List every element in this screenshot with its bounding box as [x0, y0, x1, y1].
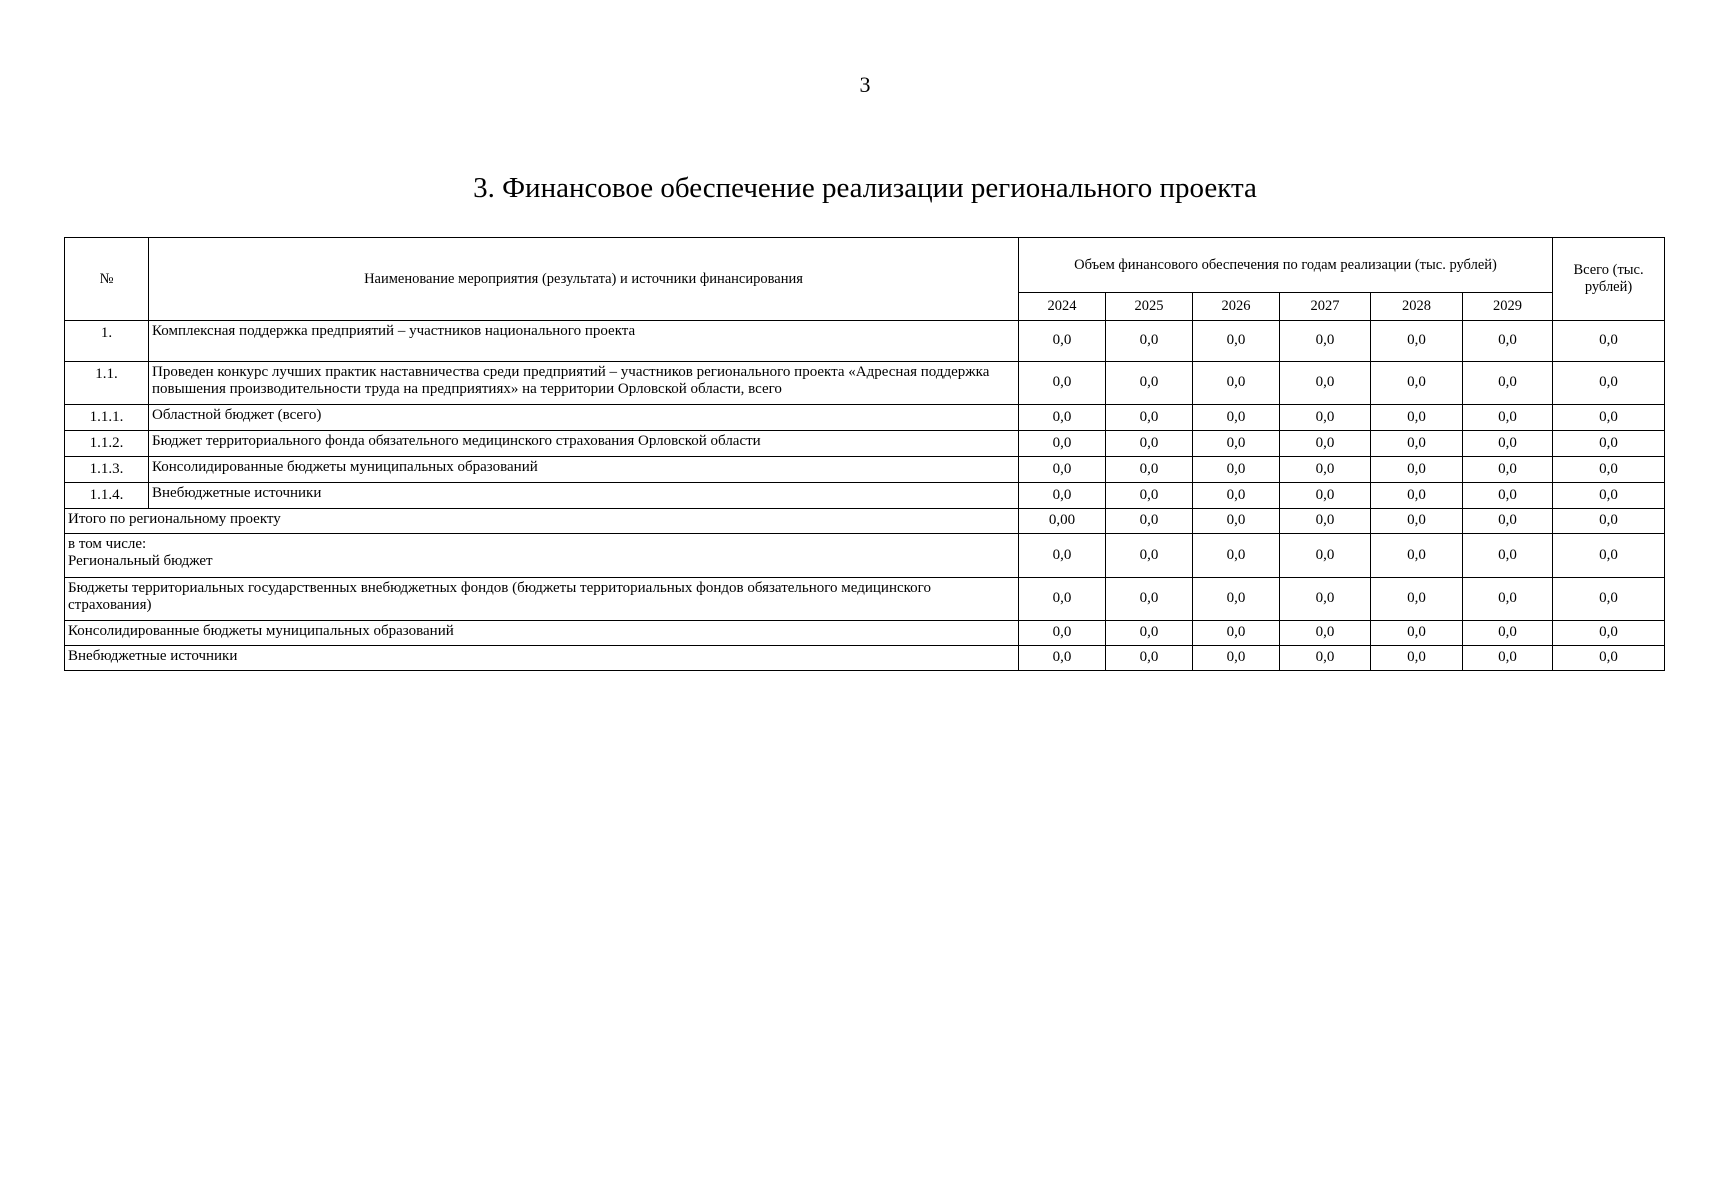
value-cell: 0,0	[1106, 578, 1193, 621]
row-name: Областной бюджет (всего)	[149, 405, 1019, 431]
value-cell: 0,0	[1106, 405, 1193, 431]
value-cell: 0,0	[1371, 483, 1463, 509]
total-cell: 0,0	[1553, 621, 1665, 646]
total-cell: 0,0	[1553, 578, 1665, 621]
value-cell: 0,0	[1371, 431, 1463, 457]
summary-name: Консолидированные бюджеты муниципальных образований	[65, 621, 1019, 646]
page-number: 3	[859, 72, 871, 97]
row-name: Комплексная поддержка предприятий – участников национального проекта	[149, 321, 1019, 362]
row-number: 1.	[65, 321, 149, 362]
value-cell: 0,0	[1371, 621, 1463, 646]
value-cell: 0,0	[1019, 362, 1106, 405]
value-cell: 0,0	[1193, 483, 1280, 509]
row-number: 1.1.3.	[65, 457, 149, 483]
table-row	[65, 362, 1665, 405]
header-year: 2025	[1106, 293, 1193, 321]
value-cell: 0,0	[1371, 362, 1463, 405]
value-cell: 0,0	[1371, 457, 1463, 483]
value-cell: 0,0	[1193, 534, 1280, 578]
value-cell: 0,0	[1019, 621, 1106, 646]
value-cell: 0,0	[1280, 483, 1371, 509]
value-cell: 0,0	[1463, 483, 1553, 509]
page-title: 3. Финансовое обеспечение реализации регионального проекта	[473, 172, 1257, 204]
value-cell: 0,0	[1193, 509, 1280, 534]
value-cell: 0,0	[1280, 509, 1371, 534]
row-number: 1.1.	[65, 362, 149, 405]
header-name: Наименование мероприятия (результата) и источники финансирования	[149, 238, 1019, 321]
header-year: 2024	[1019, 293, 1106, 321]
row-name: Внебюджетные источники	[149, 483, 1019, 509]
header-total: Всего (тыс. рублей)	[1553, 238, 1665, 321]
summary-name-text: Региональный бюджет	[68, 553, 213, 570]
summary-row	[65, 621, 1665, 646]
total-cell: 0,0	[1553, 646, 1665, 671]
header-year: 2026	[1193, 293, 1280, 321]
value-cell: 0,0	[1463, 646, 1553, 671]
value-cell: 0,0	[1106, 534, 1193, 578]
header-year: 2029	[1463, 293, 1553, 321]
value-cell: 0,0	[1280, 646, 1371, 671]
value-cell: 0,0	[1280, 362, 1371, 405]
value-cell: 0,0	[1193, 457, 1280, 483]
value-cell: 0,0	[1106, 321, 1193, 362]
value-cell: 0,0	[1019, 431, 1106, 457]
value-cell: 0,0	[1280, 578, 1371, 621]
value-cell: 0,0	[1193, 362, 1280, 405]
value-cell: 0,0	[1463, 321, 1553, 362]
value-cell: 0,0	[1106, 646, 1193, 671]
value-cell: 0,0	[1019, 534, 1106, 578]
value-cell: 0,0	[1280, 405, 1371, 431]
value-cell: 0,0	[1463, 405, 1553, 431]
row-number: 1.1.1.	[65, 405, 149, 431]
summary-name: Итого по региональному проекту	[65, 509, 1019, 534]
total-cell: 0,0	[1553, 457, 1665, 483]
summary-row	[65, 509, 1665, 534]
value-cell: 0,0	[1280, 534, 1371, 578]
value-cell: 0,0	[1106, 431, 1193, 457]
value-cell: 0,0	[1193, 578, 1280, 621]
summary-row	[65, 646, 1665, 671]
value-cell: 0,0	[1019, 578, 1106, 621]
total-cell: 0,0	[1553, 405, 1665, 431]
value-cell: 0,0	[1280, 431, 1371, 457]
value-cell: 0,0	[1463, 621, 1553, 646]
table-row	[65, 483, 1665, 509]
value-cell: 0,0	[1193, 646, 1280, 671]
value-cell: 0,0	[1463, 534, 1553, 578]
value-cell: 0,0	[1019, 405, 1106, 431]
value-cell: 0,0	[1280, 457, 1371, 483]
value-cell: 0,0	[1463, 457, 1553, 483]
value-cell: 0,0	[1280, 321, 1371, 362]
total-cell: 0,0	[1553, 321, 1665, 362]
header-year: 2028	[1371, 293, 1463, 321]
header-number: №	[65, 238, 149, 321]
row-name: Консолидированные бюджеты муниципальных образований	[149, 457, 1019, 483]
summary-row	[65, 534, 1665, 578]
row-number: 1.1.4.	[65, 483, 149, 509]
value-cell: 0,0	[1371, 509, 1463, 534]
value-cell: 0,0	[1106, 483, 1193, 509]
table-row	[65, 431, 1665, 457]
value-cell: 0,0	[1193, 431, 1280, 457]
value-cell: 0,00	[1019, 509, 1106, 534]
summary-row	[65, 578, 1665, 621]
value-cell: 0,0	[1193, 405, 1280, 431]
value-cell: 0,0	[1280, 621, 1371, 646]
value-cell: 0,0	[1019, 321, 1106, 362]
summary-name-intro: в том числе:	[68, 536, 147, 552]
value-cell: 0,0	[1193, 321, 1280, 362]
table-row	[65, 457, 1665, 483]
header-year: 2027	[1280, 293, 1371, 321]
value-cell: 0,0	[1106, 509, 1193, 534]
value-cell: 0,0	[1019, 483, 1106, 509]
total-cell: 0,0	[1553, 534, 1665, 578]
value-cell: 0,0	[1019, 457, 1106, 483]
value-cell: 0,0	[1371, 646, 1463, 671]
value-cell: 0,0	[1193, 621, 1280, 646]
value-cell: 0,0	[1371, 578, 1463, 621]
summary-name: Внебюджетные источники	[65, 646, 1019, 671]
value-cell: 0,0	[1463, 578, 1553, 621]
value-cell: 0,0	[1371, 405, 1463, 431]
total-cell: 0,0	[1553, 509, 1665, 534]
value-cell: 0,0	[1371, 534, 1463, 578]
value-cell: 0,0	[1106, 457, 1193, 483]
total-cell: 0,0	[1553, 362, 1665, 405]
table-row	[65, 321, 1665, 362]
summary-name: Бюджеты территориальных государственных внебюджетных фондов (бюджеты территориальных фондов обязательного медицинского страхования)	[65, 578, 1019, 621]
total-cell: 0,0	[1553, 483, 1665, 509]
value-cell: 0,0	[1019, 646, 1106, 671]
value-cell: 0,0	[1463, 431, 1553, 457]
row-name: Бюджет территориального фонда обязательного медицинского страхования Орловской области	[149, 431, 1019, 457]
value-cell: 0,0	[1106, 621, 1193, 646]
summary-name	[65, 534, 1019, 578]
row-number: 1.1.2.	[65, 431, 149, 457]
value-cell: 0,0	[1106, 362, 1193, 405]
row-name: Проведен конкурс лучших практик наставничества среди предприятий – участников регионального проекта «Адресная поддержка повышения производительности труда на предприятиях» на территории Орловской области, всего	[149, 362, 1019, 405]
value-cell: 0,0	[1463, 509, 1553, 534]
table-row	[65, 405, 1665, 431]
value-cell: 0,0	[1463, 362, 1553, 405]
total-cell: 0,0	[1553, 431, 1665, 457]
financing-table	[64, 237, 1665, 671]
header-volume: Объем финансового обеспечения по годам реализации (тыс. рублей)	[1019, 238, 1553, 293]
value-cell: 0,0	[1371, 321, 1463, 362]
